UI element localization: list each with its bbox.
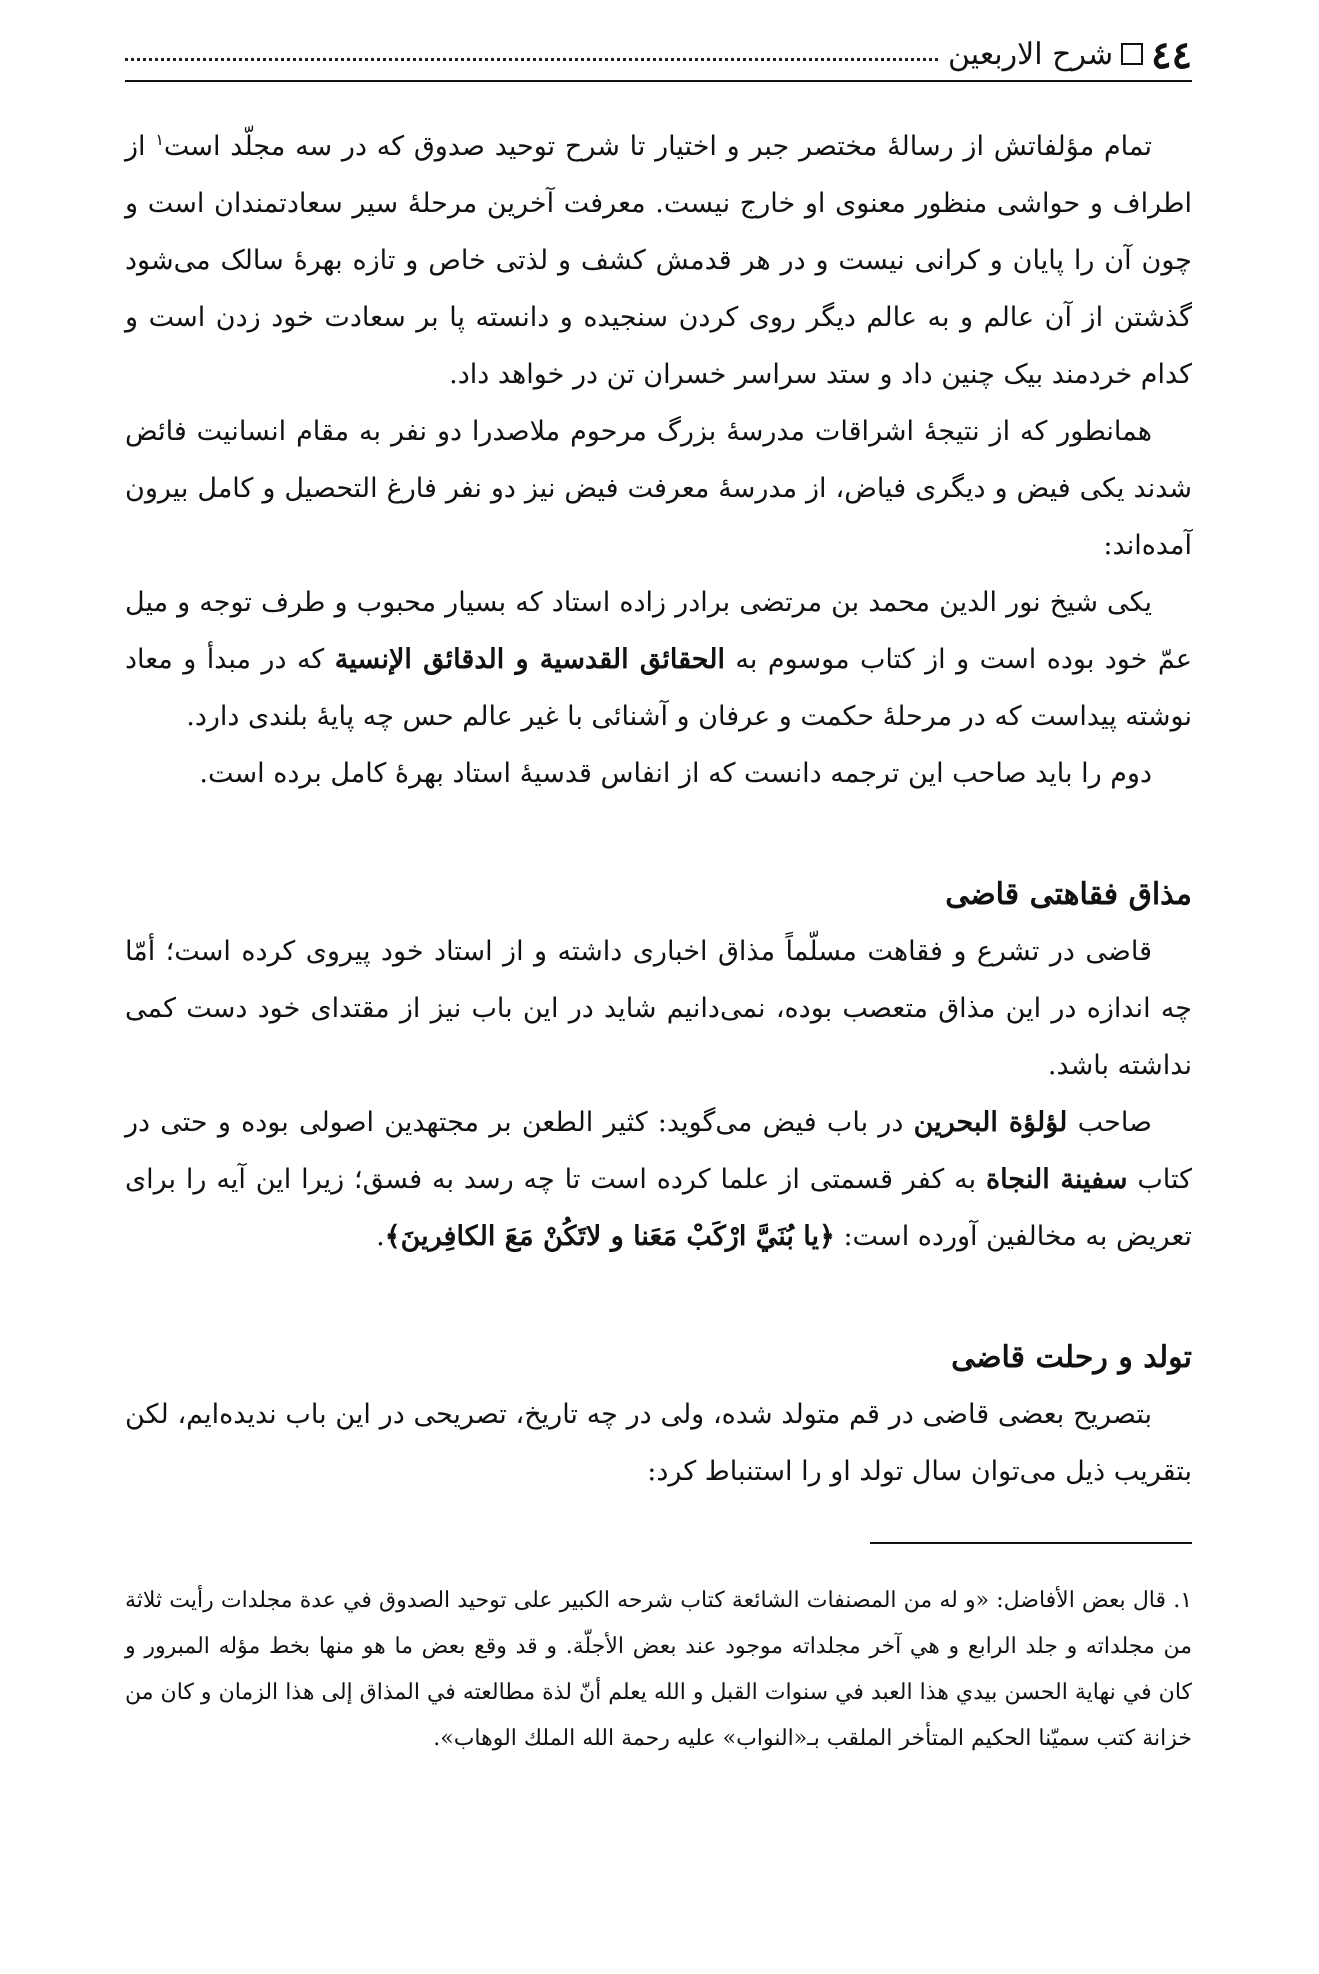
section-gap: [125, 802, 1192, 866]
book-title-lulua: لؤلؤة البحرين: [913, 1107, 1068, 1138]
book-title-haqaiq: الحقائق القدسية و الدقائق الإنسية: [334, 644, 725, 675]
s1p2-end: .: [376, 1221, 385, 1252]
paragraph-4: دوم را باید صاحب این ترجمه دانست که از انفاس قدسیهٔ استاد بهرهٔ کامل برده است.: [199, 758, 1152, 789]
section-2-paragraph-1: بتصریح بعضی قاضی در قم متولد شده، ولی در چه تاریخ، تصریحی در این باب ندیده‌ایم، لکن بتقریب ذیل می‌توان سال تولد او را استنباط کرد:: [125, 1399, 1192, 1487]
footnote-ref-1[interactable]: ۱: [155, 130, 164, 149]
footnote-number: ۱.: [1173, 1588, 1193, 1613]
footnote-text: قال بعض الأفاضل: «و له من المصنفات الشائعة كتاب شرحه الكبير على توحيد الصدوق في عدة مجلدات رأيت ثلاثة من مجلداته و جلد الرابع و هي آخر مجلداته موجود عند بعض الأجلّة. و قد وقع بعض ما هو منها بخط مؤله المبرور و كان في نهاية الحسن بيدي هذا العبد في سنوات القبل و الله يعلم أنّ لذة مطالعته في المذاق إلى هذا الزمان و كان من خزانة كتب سميّنا الحكيم المتأخر الملقب بـ«النواب» عليه رحمة الله الملك الوهاب».: [125, 1588, 1192, 1751]
running-title: شرح الاربعين: [947, 36, 1114, 72]
s1p2-a: صاحب: [1067, 1107, 1152, 1138]
paragraph-3-start: یکی شیخ نور الدین محمد بن مرتضی برادر زاده استاد که بسیار محبوب و طرف توجه و میل عمّ خود بوده است و از کتاب موسوم به: [125, 587, 1192, 675]
s1p2-b: در باب فیض می‌گوید: کثیر الطعن بر مجتهدین اصولی بوده و حتی در کتاب: [125, 1107, 1192, 1195]
paragraph-1-start: تمام مؤلفاتش از رسالهٔ مختصر جبر و اختیار تا شرح توحید صدوق که در سه مجلّد است: [163, 131, 1153, 162]
s1p2-c: به کفر قسمتی از علما کرده است تا چه رسد به فسق؛ زیرا این آیه را برای تعریض به مخالفین آورده است:: [125, 1164, 1192, 1252]
section-heading-2: تولد و رحلت قاضی: [951, 1340, 1192, 1375]
page-number: ٤٤: [1151, 31, 1192, 77]
paragraph-2: همانطور که از نتیجهٔ اشراقات مدرسهٔ بزرگ مرحوم ملاصدرا دو نفر به مقام انسانیت فائض شدند یکی فیض و دیگری فیاض، از مدرسهٔ معرفت فیض نیز دو نفر فارغ التحصیل و کامل بیرون آمده‌اند:: [125, 416, 1192, 561]
paragraph-1-rest: از اطراف و حواشی منظور معنوی او خارج نیست. معرفت آخرین مرحلهٔ سیر سعادتمندان است و چون آن را پایان و کرانی نیست و در هر قدمش کشف و لذتی خاص و تازه بهرهٔ سالک می‌شود گذشتن از آن عالم و به عالم دیگر روی کردن سنجیده و دانسته پا بر سعادت خود زدن است و کدام خردمند بیک چنین داد و ستد سراسر خسران تن در خواهد داد.: [125, 131, 1192, 390]
page-header: [125, 28, 1192, 82]
section-1-paragraph-1: قاضی در تشرع و فقاهت مسلّماً مذاق اخباری داشته و از استاد خود پیروی کرده است؛ أمّا چه اندازه در این مذاق متعصب بوده، نمی‌دانیم شاید در این باب نیز از مقتدای خود دست کمی نداشته باشد.: [125, 936, 1192, 1081]
main-text: [125, 118, 1192, 1500]
book-title-safina: سفينة النجاة: [986, 1164, 1128, 1195]
footnote-separator: [870, 1542, 1192, 1544]
quran-verse: ﴿یا بُنَيَّ ارْكَبْ مَعَنا و لاتَكُنْ مَعَ الكافِرينَ﴾: [384, 1221, 835, 1252]
paragraph-3-rest: که در مبدأ و معاد نوشته پیداست که در مرحلهٔ حکمت و عرفان و آشنائی با غیر عالم حس چه پایهٔ بلندی دارد.: [125, 644, 1192, 732]
section-heading-1: مذاق فقاهتی قاضی: [945, 877, 1192, 912]
paragraph-1: [125, 118, 1192, 403]
footnotes: [125, 1578, 1192, 1762]
square-ornament-icon: [1121, 43, 1143, 65]
section-gap-2: [125, 1265, 1192, 1329]
paragraph-3: [125, 574, 1192, 745]
footnote-1: [125, 1578, 1192, 1762]
dotted-leader: [125, 58, 938, 61]
section-1-paragraph-2: [125, 1094, 1192, 1265]
